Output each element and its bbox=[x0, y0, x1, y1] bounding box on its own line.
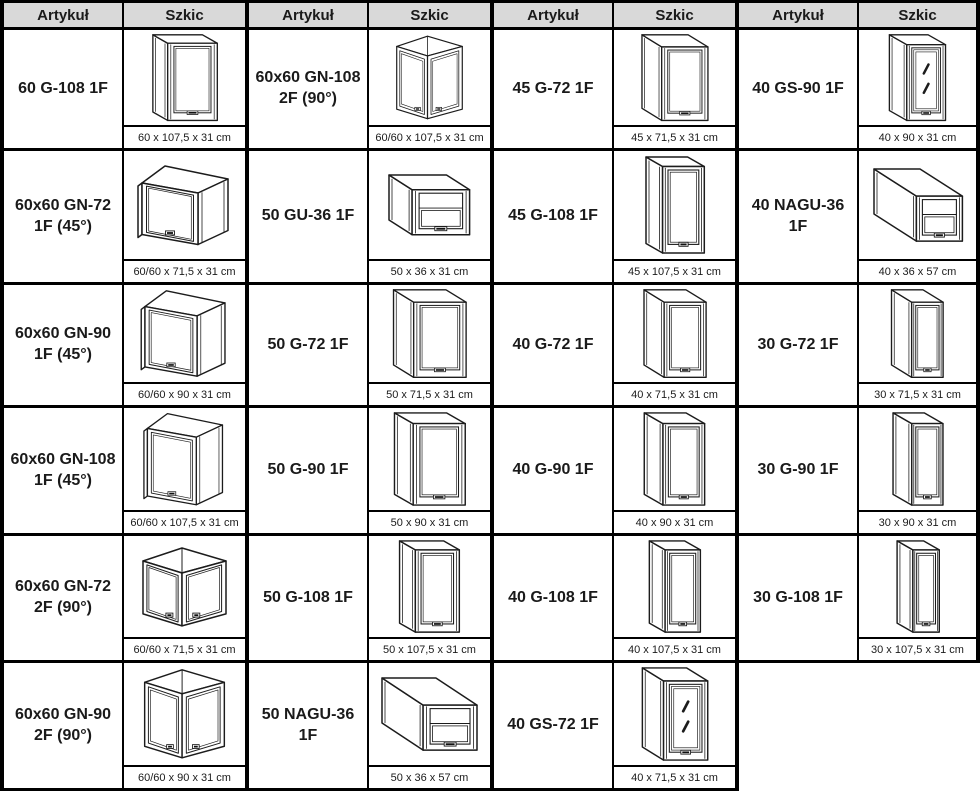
wall-cabinet-1-door-sketch bbox=[124, 30, 245, 125]
wall-cabinet-1-door-sketch bbox=[369, 408, 490, 510]
article-cell: 30 G-72 1F bbox=[735, 282, 857, 405]
empty-cell bbox=[735, 660, 857, 791]
sketch-cell bbox=[122, 660, 245, 791]
wall-cabinet-1-door-sketch bbox=[859, 285, 976, 382]
article-cell: 40 G-90 1F bbox=[490, 405, 612, 533]
dimensions-label: 40 x 71,5 x 31 cm bbox=[614, 765, 735, 788]
article-cell: 30 G-108 1F bbox=[735, 533, 857, 660]
article-cell: 40 GS-72 1F bbox=[490, 660, 612, 791]
article-cell: 50 NAGU-36 1F bbox=[245, 660, 367, 791]
sketch-cell bbox=[367, 533, 490, 660]
dimensions-label: 30 x 90 x 31 cm bbox=[859, 510, 976, 533]
dimensions-label: 60/60 x 90 x 31 cm bbox=[124, 382, 245, 405]
wall-cabinet-1-door-sketch bbox=[369, 285, 490, 382]
corner-cabinet-45-sketch bbox=[124, 151, 245, 259]
article-cell: 60x60 GN-72 2F (90°) bbox=[0, 533, 122, 660]
sketch-cell bbox=[367, 405, 490, 533]
article-cell: 40 G-72 1F bbox=[490, 282, 612, 405]
article-cell: 60x60 GN-72 1F (45°) bbox=[0, 148, 122, 282]
sketch-cell bbox=[367, 148, 490, 282]
article-cell: 45 G-108 1F bbox=[490, 148, 612, 282]
article-cell: 60x60 GN-90 1F (45°) bbox=[0, 282, 122, 405]
sketch-cell bbox=[612, 282, 735, 405]
wall-cabinet-glass-door-sketch bbox=[859, 30, 976, 125]
sketch-cell bbox=[612, 533, 735, 660]
header-cell-sketch: Szkic bbox=[857, 0, 980, 27]
dimensions-label: 50 x 90 x 31 cm bbox=[369, 510, 490, 533]
sketch-cell bbox=[612, 405, 735, 533]
header-cell-sketch: Szkic bbox=[367, 0, 490, 27]
sketch-cell bbox=[122, 282, 245, 405]
corner-cabinet-90-sketch bbox=[124, 663, 245, 765]
dimensions-label: 60/60 x 107,5 x 31 cm bbox=[124, 510, 245, 533]
header-cell-article: Artykuł bbox=[0, 0, 122, 27]
dimensions-label: 45 x 71,5 x 31 cm bbox=[614, 125, 735, 148]
article-cell: 40 NAGU-36 1F bbox=[735, 148, 857, 282]
wall-cabinet-1-door-sketch bbox=[859, 536, 976, 637]
sketch-cell bbox=[367, 282, 490, 405]
sketch-cell bbox=[612, 27, 735, 148]
dimensions-label: 30 x 71,5 x 31 cm bbox=[859, 382, 976, 405]
wall-cabinet-1-door-sketch bbox=[614, 151, 735, 259]
wall-cabinet-1-door-sketch bbox=[614, 408, 735, 510]
sketch-cell bbox=[857, 27, 980, 148]
sketch-cell bbox=[122, 533, 245, 660]
wall-cabinet-1-door-sketch bbox=[614, 30, 735, 125]
article-cell: 30 G-90 1F bbox=[735, 405, 857, 533]
article-cell: 50 G-108 1F bbox=[245, 533, 367, 660]
sketch-cell bbox=[122, 27, 245, 148]
wall-cabinet-1-door-sketch bbox=[614, 536, 735, 637]
article-cell: 40 GS-90 1F bbox=[735, 27, 857, 148]
article-cell: 60 G-108 1F bbox=[0, 27, 122, 148]
corner-cabinet-90-sketch bbox=[124, 536, 245, 637]
dimensions-label: 60/60 x 71,5 x 31 cm bbox=[124, 259, 245, 282]
article-cell: 50 GU-36 1F bbox=[245, 148, 367, 282]
sketch-cell bbox=[857, 533, 980, 660]
dimensions-label: 40 x 71,5 x 31 cm bbox=[614, 382, 735, 405]
sketch-cell bbox=[857, 282, 980, 405]
sketch-cell bbox=[367, 27, 490, 148]
dimensions-label: 50 x 36 x 57 cm bbox=[369, 765, 490, 788]
sketch-cell bbox=[857, 148, 980, 282]
wall-cabinet-lift-door-sketch bbox=[369, 663, 490, 765]
article-cell: 40 G-108 1F bbox=[490, 533, 612, 660]
header-cell-article: Artykuł bbox=[735, 0, 857, 27]
wall-cabinet-1-door-sketch bbox=[369, 536, 490, 637]
sketch-cell bbox=[857, 405, 980, 533]
dimensions-label: 40 x 36 x 57 cm bbox=[859, 259, 976, 282]
dimensions-label: 50 x 107,5 x 31 cm bbox=[369, 637, 490, 660]
sketch-cell bbox=[612, 660, 735, 791]
article-cell: 60x60 GN-108 1F (45°) bbox=[0, 405, 122, 533]
article-cell: 45 G-72 1F bbox=[490, 27, 612, 148]
dimensions-label: 60/60 x 90 x 31 cm bbox=[124, 765, 245, 788]
dimensions-label: 60/60 x 71,5 x 31 cm bbox=[124, 637, 245, 660]
corner-cabinet-90-sketch bbox=[369, 30, 490, 125]
wall-cabinet-1-door-sketch bbox=[614, 285, 735, 382]
header-cell-article: Artykuł bbox=[245, 0, 367, 27]
sketch-cell bbox=[122, 148, 245, 282]
article-cell: 60x60 GN-90 2F (90°) bbox=[0, 660, 122, 791]
dimensions-label: 60/60 x 107,5 x 31 cm bbox=[369, 125, 490, 148]
wall-cabinet-glass-door-sketch bbox=[614, 663, 735, 765]
wall-cabinet-lift-door-sketch bbox=[859, 151, 976, 259]
dimensions-label: 40 x 107,5 x 31 cm bbox=[614, 637, 735, 660]
dimensions-label: 40 x 90 x 31 cm bbox=[614, 510, 735, 533]
sketch-cell bbox=[122, 405, 245, 533]
header-cell-article: Artykuł bbox=[490, 0, 612, 27]
sketch-cell bbox=[367, 660, 490, 791]
dimensions-label: 45 x 107,5 x 31 cm bbox=[614, 259, 735, 282]
sketch-cell bbox=[612, 148, 735, 282]
dimensions-label: 60 x 107,5 x 31 cm bbox=[124, 125, 245, 148]
header-cell-sketch: Szkic bbox=[122, 0, 245, 27]
dimensions-label: 50 x 36 x 31 cm bbox=[369, 259, 490, 282]
dimensions-label: 50 x 71,5 x 31 cm bbox=[369, 382, 490, 405]
article-cell: 50 G-90 1F bbox=[245, 405, 367, 533]
dimensions-label: 40 x 90 x 31 cm bbox=[859, 125, 976, 148]
corner-cabinet-45-sketch bbox=[124, 285, 245, 382]
dimensions-label: 30 x 107,5 x 31 cm bbox=[859, 637, 976, 660]
corner-cabinet-45-sketch bbox=[124, 408, 245, 510]
header-cell-sketch: Szkic bbox=[612, 0, 735, 27]
wall-cabinet-1-door-sketch bbox=[859, 408, 976, 510]
empty-cell bbox=[857, 660, 980, 791]
article-cell: 60x60 GN-108 2F (90°) bbox=[245, 27, 367, 148]
article-cell: 50 G-72 1F bbox=[245, 282, 367, 405]
wall-cabinet-lift-door-sketch bbox=[369, 151, 490, 259]
